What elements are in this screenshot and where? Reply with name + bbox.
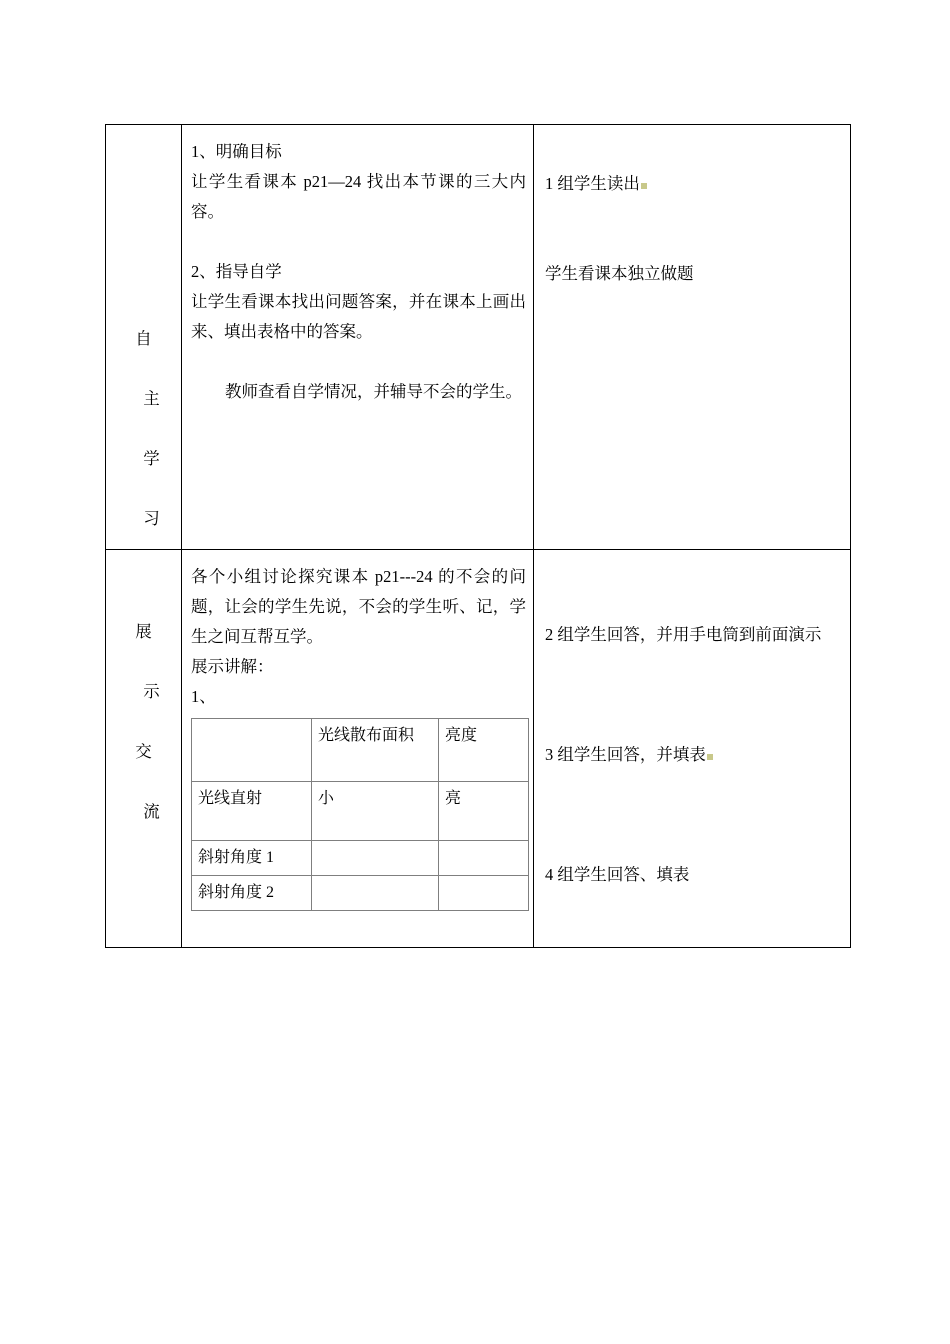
stage-label-vertical — [106, 550, 181, 842]
note-group-3-text: 3 组学生回答，并填表 — [545, 745, 706, 764]
table-row — [192, 841, 529, 876]
cell-oblique-angle-1-brightness — [439, 841, 529, 876]
spacer — [545, 199, 843, 259]
notes-cell-self-study — [534, 125, 851, 550]
stage-cell-self-study — [106, 125, 182, 550]
stage-char: 流 — [143, 802, 160, 821]
body-cell-presentation — [182, 550, 534, 948]
cell-direct-light: 光线直射 — [192, 782, 312, 841]
cell-oblique-angle-1-area — [312, 841, 439, 876]
edit-mark-icon — [641, 183, 647, 189]
cell-oblique-angle-2-brightness — [439, 876, 529, 911]
paragraph-objective-detail: 让学生看课本 p21—24 找出本节课的三大内容。 — [191, 172, 526, 221]
notes-cell-presentation — [534, 550, 851, 948]
table-row — [192, 782, 529, 841]
note-group-2-answer: 2 组学生回答，并用手电筒到前面演示 — [545, 625, 822, 644]
paragraph-group-discussion: 各个小组讨论探究课本 p21---24 的不会的问题，让会的学生先说，不会的学生听、记，学生之间互帮互学。 — [191, 567, 526, 646]
note-group-1 — [545, 169, 843, 199]
stage-label-vertical — [106, 125, 181, 549]
cell-oblique-angle-2: 斜射角度 2 — [192, 876, 312, 911]
stage-char: 学 — [143, 449, 160, 468]
paragraph-teacher-note: 教师查看自学情况，并辅导不会的学生。 — [225, 382, 522, 401]
stage-char: 展 — [135, 622, 152, 641]
spacer — [545, 137, 843, 169]
nested-table-wrapper — [191, 718, 526, 911]
spacer — [545, 562, 843, 620]
edit-mark-icon — [707, 754, 713, 760]
cell-direct-light-brightness: 亮 — [439, 782, 529, 841]
stage-char: 交 — [135, 742, 152, 761]
light-experiment-table — [191, 718, 529, 911]
table-header-row — [192, 719, 529, 782]
paragraph-guidance-detail: 让学生看课本找出问题答案，并在课本上画出来、填出表格中的答案。 — [191, 292, 526, 341]
spacer — [191, 911, 526, 937]
header-cell-brightness: 亮度 — [439, 719, 529, 782]
stage-char: 示 — [143, 682, 160, 701]
note-group-1-text: 1 组学生读出 — [545, 174, 640, 193]
notes-text-block — [534, 550, 850, 900]
note-group-2: 学生看课本独立做题 — [545, 264, 694, 283]
cell-oblique-angle-1: 斜射角度 1 — [192, 841, 312, 876]
spacer — [545, 650, 843, 740]
table-row — [192, 876, 529, 911]
cell-oblique-angle-2-area — [312, 876, 439, 911]
stage-cell-presentation — [106, 550, 182, 948]
table-row — [106, 550, 851, 948]
stage-char: 习 — [143, 509, 160, 528]
stage-char: 自 — [135, 329, 152, 348]
note-group-3-answer — [545, 740, 843, 770]
lesson-plan-table — [105, 124, 851, 948]
cell-direct-light-area: 小 — [312, 782, 439, 841]
paragraph-objective-heading: 1、明确目标 — [191, 142, 282, 161]
spacer — [545, 770, 843, 860]
paragraph-item-number: 1、 — [191, 687, 216, 706]
header-cell-blank — [192, 719, 312, 782]
body-text-block — [182, 125, 533, 417]
note-group-4-answer: 4 组学生回答、填表 — [545, 865, 690, 884]
body-text-block — [182, 550, 533, 947]
table-row — [106, 125, 851, 550]
notes-text-block — [534, 125, 850, 299]
paragraph-guidance-heading: 2、指导自学 — [191, 262, 282, 281]
header-cell-light-spread-area: 光线散布面积 — [312, 719, 439, 782]
stage-char: 主 — [143, 389, 160, 408]
body-cell-self-study — [182, 125, 534, 550]
paragraph-presentation-heading: 展示讲解： — [191, 657, 274, 676]
